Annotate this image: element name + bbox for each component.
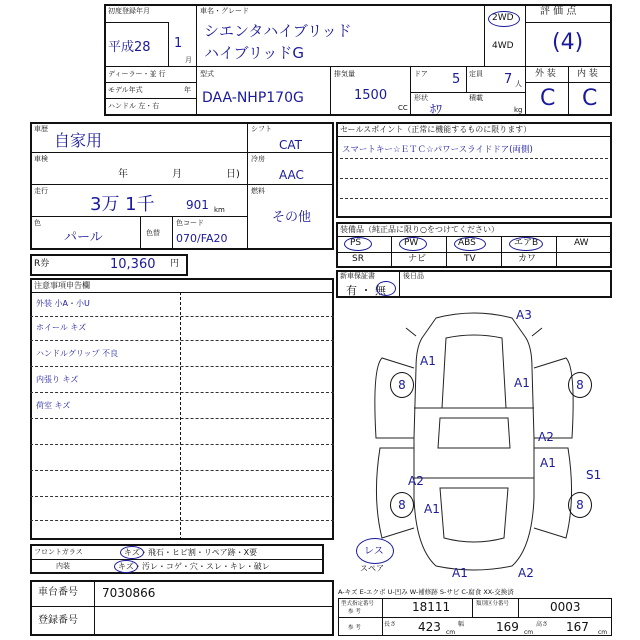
- eval-label: 評 価 点: [540, 6, 577, 17]
- class-label: 類別区分番号: [476, 601, 510, 607]
- ac-value: AAC: [279, 168, 304, 182]
- type-ref-label: 参 考: [348, 609, 361, 615]
- color-label: 色: [34, 219, 41, 227]
- shape: ﾎﾜ: [430, 102, 443, 116]
- mark-right-rear-quarter: S1: [586, 468, 602, 482]
- notes-block: [30, 278, 334, 540]
- exterior-grade: C: [540, 86, 556, 111]
- note-item-5: 荷室 キズ: [36, 401, 71, 410]
- equip-tv: TV: [464, 254, 476, 264]
- warranty-value: 有 ・ 無: [346, 284, 386, 297]
- extra-label: 後日品: [403, 272, 424, 280]
- type-no: 18111: [412, 600, 451, 614]
- capacity: 7: [504, 72, 513, 87]
- interior-line-text: キズ・汚レ・コゲ・穴・スレ・キレ・破レ: [118, 562, 270, 571]
- ac-label: 冷房: [251, 155, 265, 163]
- yen-unit: 円: [170, 259, 180, 269]
- length: 423: [418, 620, 441, 634]
- sales-points-text: スマートキー☆ＥＴＣ☆パワースライドドア(両側): [342, 145, 533, 155]
- shift-value: CAT: [279, 138, 302, 152]
- tax-value: 10,360: [110, 257, 156, 272]
- use-label: 車歴: [34, 125, 48, 133]
- tire-front-left: 8: [390, 372, 414, 398]
- note-item-2: ホイール キズ: [36, 323, 87, 332]
- drive-4wd: 4WD: [492, 41, 514, 51]
- tire-rear-left: 8: [390, 492, 414, 518]
- equip-abs: ABS: [458, 238, 476, 248]
- tire-front-right: 8: [568, 372, 592, 398]
- inspection-label: 車検: [34, 155, 48, 163]
- displacement-label: 排気量: [334, 70, 355, 78]
- spare-label: レス: [364, 546, 384, 557]
- width-label: 幅: [458, 621, 465, 628]
- mark-left-rear: A1: [424, 502, 440, 516]
- warranty-none-circle: [376, 281, 396, 296]
- dealer-label: ディーラー・並 行: [108, 70, 166, 78]
- interior-label: 内 装: [577, 69, 598, 79]
- tax-label: R券: [34, 259, 50, 269]
- equip-leather: カワ: [518, 254, 537, 264]
- legend-text: A-キズ E-エクボ U-凹み W-補修跡 S-サビ C-腐食 XX-交換済: [338, 588, 514, 596]
- equipment-label: 装備品（純正品に限り○をつけてください）: [340, 225, 499, 234]
- equip-sr: SR: [352, 254, 364, 264]
- doors-label: ドア: [414, 70, 428, 78]
- interior-grade: C: [582, 86, 598, 111]
- load-label: 積載: [469, 94, 483, 102]
- model-year-unit: 年: [184, 86, 191, 94]
- inspection-year: 年: [118, 169, 128, 180]
- fuel-label: 燃料: [251, 187, 265, 195]
- mark-right-door-rear: A1: [540, 456, 556, 470]
- capacity-unit: 人: [515, 80, 522, 88]
- shape-label: 形状: [414, 94, 428, 102]
- chassis-no: 7030866: [102, 586, 156, 600]
- grade: ハイブリッドG: [204, 44, 304, 62]
- fuel-value: その他: [272, 210, 312, 225]
- eval-score: (4): [552, 30, 584, 55]
- inspection-month: 月: [172, 169, 182, 180]
- height-label: 高さ: [536, 621, 549, 628]
- note-item-4: 内張り キズ: [36, 375, 79, 384]
- mark-rear-bumper-right: A2: [518, 566, 534, 580]
- color-code-label: 色コード: [176, 219, 204, 227]
- notes-label: 注意事項申告欄: [34, 281, 90, 290]
- month-unit: 月: [185, 56, 192, 64]
- color-code: 070/FA20: [176, 232, 228, 245]
- first-reg-label: 初度登録年月: [108, 7, 150, 15]
- mark-right-door-front: A2: [538, 430, 554, 444]
- car-name-label: 車名・グレード: [200, 7, 249, 15]
- exterior-label: 外 装: [535, 69, 556, 79]
- sales-points-label: セールスポイント（正常に機能するものに限ります）: [340, 125, 532, 134]
- color-change-label: 色替: [146, 229, 160, 237]
- reg-label: 登録番号: [38, 615, 78, 626]
- model-type-label: 型式: [200, 70, 214, 78]
- model-type: DAA-NHP170G: [202, 90, 304, 106]
- tax-row: [30, 254, 188, 276]
- first-reg-era: 平成28: [108, 40, 151, 55]
- cc-unit: CC: [398, 104, 408, 112]
- equip-aw: AW: [574, 238, 589, 248]
- warranty-label: 新車保証書: [340, 272, 375, 280]
- mark-front-left-fender: A1: [420, 354, 436, 368]
- handle-label: ハンドル 左・右: [108, 102, 160, 110]
- mileage-sub: 901: [186, 198, 209, 212]
- first-reg-month: 1: [174, 36, 183, 51]
- doors: 5: [452, 72, 461, 87]
- height: 167: [566, 620, 589, 634]
- spec-ref-label: 参 考: [348, 625, 361, 631]
- width-unit: cm: [524, 629, 534, 636]
- front-glass-text: キズ・飛石・ヒビ割・リペア跡・X要: [124, 548, 258, 557]
- mark-hood: A1: [514, 376, 530, 390]
- model-year-label: モデル年式: [108, 86, 143, 94]
- spare-text: スペア: [360, 564, 384, 573]
- equip-pw: PW: [404, 238, 419, 248]
- interior-line-label: 内装: [56, 562, 70, 570]
- displacement: 1500: [354, 88, 388, 103]
- tire-rear-right: 8: [568, 492, 592, 518]
- interior-scratch-circle: [114, 560, 138, 573]
- mark-front-bumper: A3: [516, 308, 532, 322]
- type-label: 型式指定番号: [341, 601, 375, 607]
- capacity-label: 定員: [469, 70, 483, 78]
- mark-left-rear-quarter: A2: [408, 474, 424, 488]
- equip-airbag: エアB: [514, 238, 539, 248]
- chassis-label: 車台番号: [38, 587, 78, 598]
- note-item-1: 外装 小A・小U: [36, 299, 90, 308]
- note-item-3: ハンドルグリップ 不良: [36, 349, 119, 358]
- height-unit: cm: [598, 629, 608, 636]
- length-unit: cm: [446, 629, 456, 636]
- mileage-main: 3万 1千: [90, 194, 155, 215]
- front-glass-label: フロントガラス: [34, 548, 83, 556]
- inspection-day: 日): [226, 169, 240, 180]
- length-label: 長さ: [384, 621, 397, 628]
- class-no: 0003: [550, 600, 581, 614]
- front-glass-scratch-circle: [120, 546, 144, 559]
- color-value: パール: [64, 230, 103, 245]
- width: 169: [496, 620, 519, 634]
- mileage-label: 走行: [34, 187, 48, 195]
- km-unit: km: [214, 206, 225, 214]
- car-name: シエンタハイブリッド: [204, 22, 352, 40]
- shift-label: シフト: [251, 125, 272, 133]
- mark-rear-bumper-left: A1: [452, 566, 468, 580]
- use-value: 自家用: [54, 131, 103, 150]
- drive-2wd: 2WD: [492, 13, 514, 23]
- kg-unit: kg: [514, 106, 523, 114]
- equip-ps: PS: [350, 238, 362, 248]
- equip-navi: ナビ: [408, 254, 427, 264]
